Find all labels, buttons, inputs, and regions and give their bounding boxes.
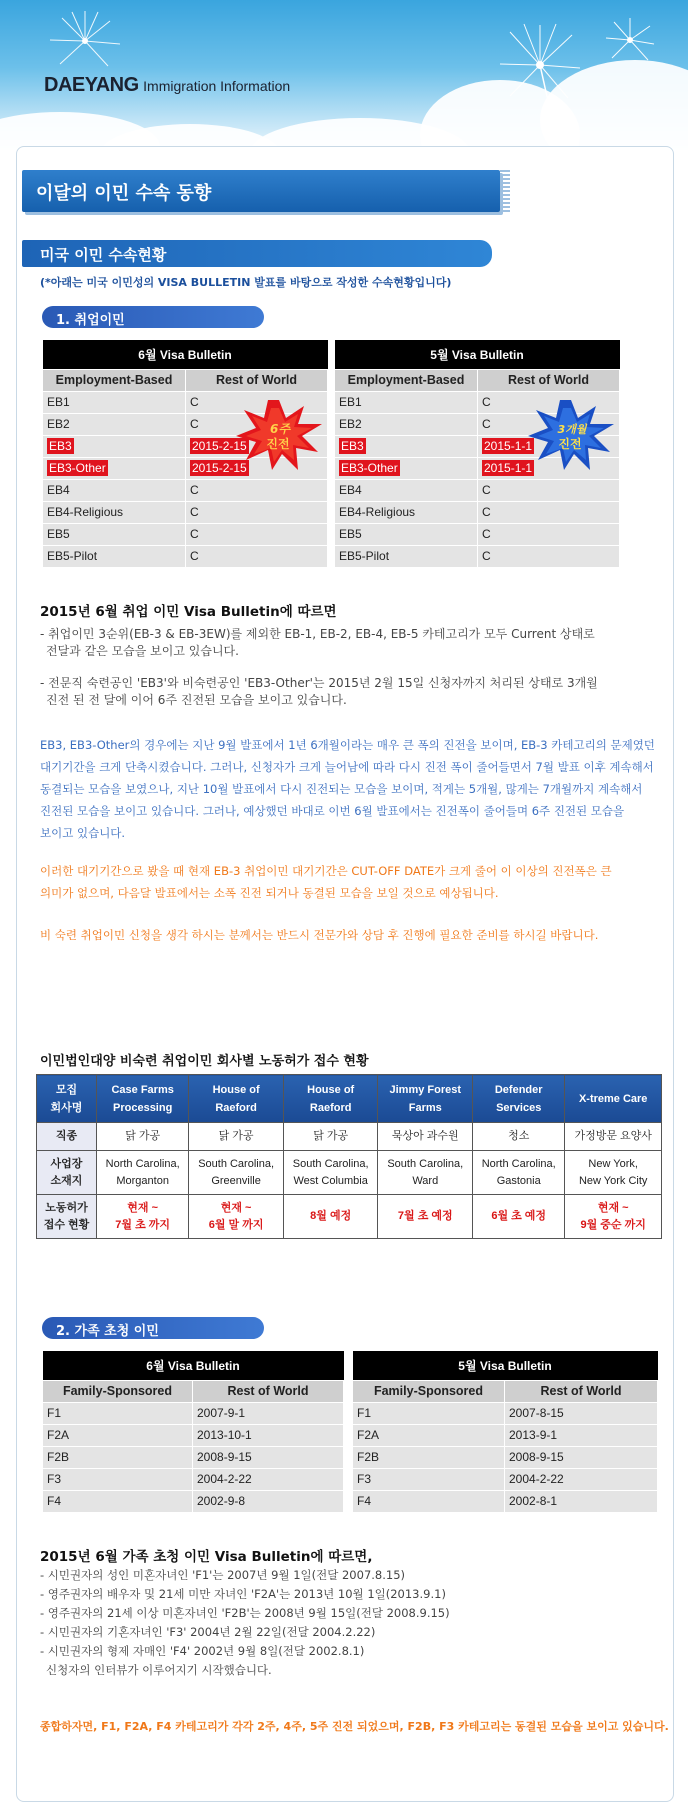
employment-summary-title: 2015년 6월 취업 이민 Visa Bulletin에 따르면 bbox=[40, 604, 337, 620]
employment-bullet: - 취업이민 3순위(EB-3 & EB-3EW)를 제외한 EB-1, EB-2, EB-4, EB-5 카테고리가 모두 Current 상태로 전달과 같은 모습을 보이고 있습니다. bbox=[40, 627, 595, 658]
family-bullet: - 시민권자의 성인 미혼자녀인 'F1'는 2007년 9월 1일(전달 2007.8.15) bbox=[40, 1568, 406, 1582]
table-row: EB5 C bbox=[43, 523, 328, 545]
brand-name: DAEYANG bbox=[44, 74, 139, 96]
family-bullet: - 시민권자의 형제 자매인 'F4' 2002년 9월 8일(전달 2002.8.1) bbox=[40, 1644, 365, 1658]
company-header: Jimmy Forest Farms bbox=[378, 1075, 473, 1123]
table-row: F2B 2008-9-15 bbox=[353, 1446, 658, 1468]
table-row: F2B 2008-9-15 bbox=[43, 1446, 344, 1468]
table-row: EB3 2015-1-1 bbox=[335, 435, 620, 457]
company-header: House of Raeford bbox=[189, 1075, 284, 1123]
table-row: F4 2002-8-1 bbox=[353, 1490, 658, 1512]
table-row: EB3 2015-2-15 bbox=[43, 435, 328, 457]
labor-certification-table bbox=[36, 1074, 662, 1239]
us-section-title: 미국 이민 수속현황 bbox=[22, 240, 492, 267]
table-row: EB4-Religious C bbox=[335, 501, 620, 523]
employment-bullet: - 전문직 숙련공인 'EB3'와 비숙련공인 'EB3-Other'는 2015년 2월 15일 신청자까지 처리된 상태로 3개월 진전 된 전 달에 이어 6주 진전된 모습을 보이고 있습니다. bbox=[40, 676, 598, 707]
family-june-table bbox=[42, 1351, 344, 1513]
table-row: F3 2004-2-22 bbox=[43, 1468, 344, 1490]
table-row: F4 2002-9-8 bbox=[43, 1490, 344, 1512]
table-row: EB5-Pilot C bbox=[335, 545, 620, 567]
table-title: 6월 Visa Bulletin bbox=[43, 1351, 344, 1380]
family-bullet: 신청자의 인터뷰가 이루어지기 시작했습니다. bbox=[46, 1663, 272, 1677]
brand-logo bbox=[44, 74, 290, 97]
column-header: Rest of World bbox=[505, 1380, 658, 1402]
forecast-paragraph: 이러한 대기기간으로 봤을 때 현재 EB-3 취업이민 대기기간은 CUT-OFF DATE가 크게 줄어 이 이상의 진전폭은 큰 의미가 없으며, 다음달 발표에서는 소폭 진전 되거나 동결된 모습을 보일 것으로 예상됩니다. bbox=[40, 864, 612, 900]
family-bullets bbox=[40, 1566, 450, 1680]
table-row: F2A 2013-9-1 bbox=[353, 1424, 658, 1446]
svg-text:6주: 6주 bbox=[270, 422, 290, 436]
column-header: Rest of World bbox=[478, 369, 620, 391]
table-title: 6월 Visa Bulletin bbox=[43, 340, 328, 369]
column-header: Employment-Based bbox=[335, 369, 478, 391]
column-header: Employment-Based bbox=[43, 369, 186, 391]
svg-text:진전: 진전 bbox=[266, 437, 290, 451]
company-header: X-treme Care bbox=[565, 1075, 662, 1123]
table-row: 직종 닭 가공 닭 가공 닭 가공 묵상아 과수원 청소 가정방문 요양사 bbox=[37, 1123, 662, 1151]
column-header: Family-Sponsored bbox=[43, 1380, 193, 1402]
table-title: 5월 Visa Bulletin bbox=[353, 1351, 658, 1380]
svg-text:3개월: 3개월 bbox=[557, 423, 587, 436]
table-row: EB5 C bbox=[335, 523, 620, 545]
column-header: Rest of World bbox=[193, 1380, 344, 1402]
table-row: F1 2007-8-15 bbox=[353, 1402, 658, 1424]
table-row: EB1 C bbox=[43, 391, 328, 413]
family-bullet: - 영주권자의 21세 이상 미혼자녀인 'F2B'는 2008년 9월 15일(전달 2008.9.15) bbox=[40, 1606, 450, 1620]
table-row: EB4 C bbox=[335, 479, 620, 501]
family-summary-title: 2015년 6월 가족 초청 이민 Visa Bulletin에 따르면, bbox=[40, 1549, 373, 1565]
table-row: EB4 C bbox=[43, 479, 328, 501]
company-header: Defender Services bbox=[473, 1075, 565, 1123]
brand-subtitle: Immigration Information bbox=[143, 78, 291, 94]
advice-paragraph: 비 숙련 취업이민 신청을 생각 하시는 분께서는 반드시 전문가와 상담 후 진행에 필요한 준비를 하시길 바랍니다. bbox=[40, 928, 599, 942]
employment-pill: 1. 취업이민 bbox=[42, 306, 264, 328]
svg-text:진전: 진전 bbox=[558, 437, 582, 451]
table-row: EB2 C bbox=[43, 413, 328, 435]
dandelion-icon bbox=[480, 10, 680, 110]
table-title: 5월 Visa Bulletin bbox=[335, 340, 620, 369]
column-header: Rest of World bbox=[186, 369, 328, 391]
table-row: F2A 2013-10-1 bbox=[43, 1424, 344, 1446]
table-row: EB3-Other 2015-1-1 bbox=[335, 457, 620, 479]
dandelion-icon bbox=[40, 6, 130, 76]
table-row: EB4-Religious C bbox=[43, 501, 328, 523]
labor-table-title: 이민법인대양 비숙련 취업이민 회사별 노동허가 접수 현황 bbox=[40, 1054, 369, 1069]
table-row: EB3-Other 2015-2-15 bbox=[43, 457, 328, 479]
analysis-paragraph: EB3, EB3-Other의 경우에는 지난 9월 발표에서 1년 6개월이라는 매우 큰 폭의 진전을 보이며, EB-3 카테고리의 문제였던 대기기간을 크게 단축시켰습니다. 그러나, 신청자가 크게 늘어남에 따라 다시 진전 폭이 줄어들면서 7월 발표 이후 계속해서 동결되는 모습을 보였으나, 지난 10월 발표에서 다시 진전되는 모습을 보이며, 적게는 5개월, 많게는 7개월까지 계속해서 진전된 모습을 보이고 있습니다. 그러나, 예상했던 바대로 이번 6월 발표에서는 진전폭이 줄어들며 6주 진전된 모습을 보이고 있습니다. bbox=[40, 738, 655, 840]
company-header: Case Farms Processing bbox=[97, 1075, 189, 1123]
table-row: 사업장 소재지 North Carolina, Morganton South Carolina, Greenville South Carolina, West Columbia South Carolina, Ward North Carolina, Gastonia New York, New York City bbox=[37, 1151, 662, 1195]
family-may-table bbox=[352, 1351, 658, 1513]
section-note: (*아래는 미국 이민성의 VISA BULLETIN 발표를 바탕으로 작성한 수속현황입니다) bbox=[40, 276, 452, 289]
header-banner bbox=[0, 0, 688, 150]
table-row: F1 2007-9-1 bbox=[43, 1402, 344, 1424]
page-title: 이달의 이민 수속 동향 bbox=[22, 170, 500, 212]
family-bullet: - 시민권자의 기혼자녀인 'F3' 2004년 2월 22일(전달 2004.2.22) bbox=[40, 1625, 376, 1639]
table-row: 노동허가 접수 현황 현재 ~ 7월 초 까지 현재 ~ 6월 말 까지 8월 예정 7월 초 예정 6월 초 예정 현재 ~ 9월 중순 까지 bbox=[37, 1195, 662, 1239]
table-row: EB1 C bbox=[335, 391, 620, 413]
table-row: EB2 C bbox=[335, 413, 620, 435]
column-header: Family-Sponsored bbox=[353, 1380, 505, 1402]
company-header: House of Raeford bbox=[283, 1075, 378, 1123]
table-row: EB5-Pilot C bbox=[43, 545, 328, 567]
family-pill: 2. 가족 초청 이민 bbox=[42, 1317, 264, 1339]
starburst-badge bbox=[528, 400, 614, 470]
family-conclusion: 종합하자면, F1, F2A, F4 카테고리가 각각 2주, 4주, 5주 진전 되었으며, F2B, F3 카테고리는 동결된 모습을 보이고 있습니다. bbox=[40, 1720, 669, 1733]
starburst-badge bbox=[236, 400, 322, 470]
table-row: F3 2004-2-22 bbox=[353, 1468, 658, 1490]
row-header: 모집 회사명 bbox=[37, 1075, 97, 1123]
family-bullet: - 영주권자의 배우자 및 21세 미만 자녀인 'F2A'는 2013년 10월 1일(2013.9.1) bbox=[40, 1587, 446, 1601]
